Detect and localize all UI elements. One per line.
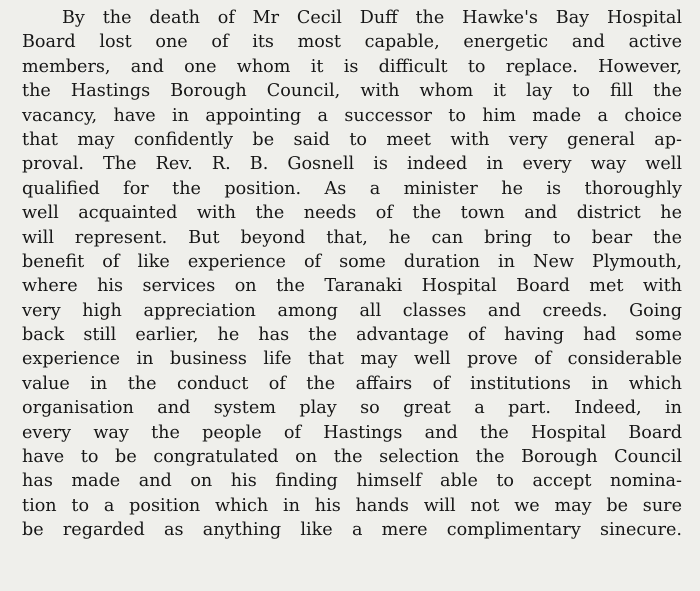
article-paragraph bbox=[22, 6, 682, 543]
article-line: be regarded as anything like a mere complimentary sinecure. bbox=[22, 520, 682, 541]
article-line: that may confidently be said to meet with very general ap- bbox=[22, 129, 682, 150]
article-line: have to be congratulated on the selection the Borough Council bbox=[22, 447, 682, 468]
article-line: will represent. But beyond that, he can bring to bear the bbox=[22, 227, 682, 248]
article-line: tion to a position which in his hands will not we may be sure bbox=[22, 495, 682, 516]
article-line: value in the conduct of the affairs of institutions in which bbox=[22, 373, 682, 394]
article-line: back still earlier, he has the advantage of having had some bbox=[22, 325, 682, 346]
article-line: the Hastings Borough Council, with whom it lay to fill the bbox=[22, 81, 682, 102]
article-line: where his services on the Taranaki Hospital Board met with bbox=[22, 276, 682, 297]
article-line: benefit of like experience of some duration in New Plymouth, bbox=[22, 251, 682, 272]
article-line: very high appreciation among all classes and creeds. Going bbox=[22, 300, 682, 321]
article-line: has made and on his finding himself able to accept nomina- bbox=[22, 471, 682, 492]
article-line: Board lost one of its most capable, energetic and active bbox=[22, 32, 682, 53]
article-line: qualified for the position. As a minister he is thoroughly bbox=[22, 178, 682, 199]
article-line: experience in business life that may well prove of considerable bbox=[22, 349, 682, 370]
article-line: every way the people of Hastings and the Hospital Board bbox=[22, 422, 682, 443]
article-line: vacancy, have in appointing a successor to him made a choice bbox=[22, 105, 682, 126]
article-line: By the death of Mr Cecil Duff the Hawke's Bay Hospital bbox=[62, 8, 682, 28]
article-line: organisation and system play so great a part. Indeed, in bbox=[22, 398, 682, 419]
article-line: members, and one whom it is difficult to replace. However, bbox=[22, 56, 682, 77]
article-line: well acquainted with the needs of the town and district he bbox=[22, 203, 682, 224]
article-line: proval. The Rev. R. B. Gosnell is indeed in every way well bbox=[22, 154, 682, 175]
